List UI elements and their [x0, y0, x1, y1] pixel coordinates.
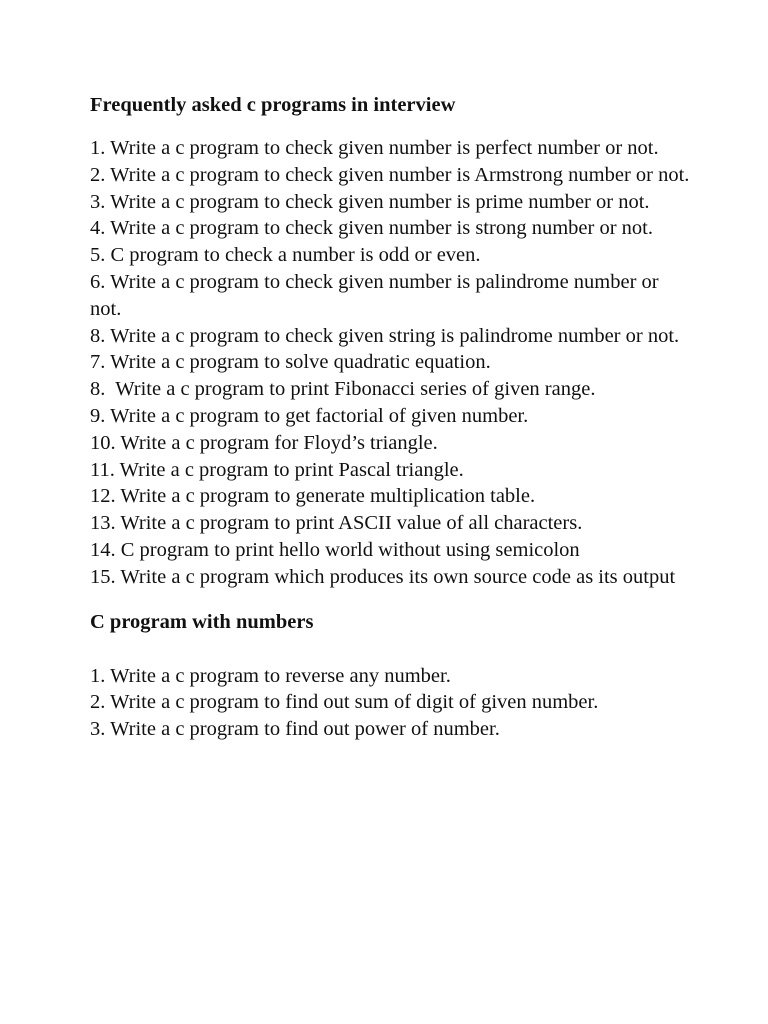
list-item: 5. C program to check a number is odd or even.: [90, 244, 481, 267]
section-heading-interview: Frequently asked c programs in interview: [90, 94, 456, 116]
list-item: 10. Write a c program for Floyd’s triangle.: [90, 431, 438, 454]
list-item: 3. Write a c program to check given number is prime number or not.: [90, 190, 650, 213]
list-item: 13. Write a c program to print ASCII value of all characters.: [90, 512, 583, 535]
list-item: 7. Write a c program to solve quadratic equation.: [90, 351, 491, 374]
list-item: 14. C program to print hello world without using semicolon: [90, 538, 580, 561]
document-page: [90, 92, 690, 743]
interview-question-list: [90, 135, 690, 591]
section-heading-numbers: C program with numbers: [90, 610, 314, 633]
list-item: 1. Write a c program to check given number is perfect number or not.: [90, 137, 659, 159]
list-item: 11. Write a c program to print Pascal triangle.: [90, 458, 464, 481]
list-item: 1. Write a c program to reverse any number.: [90, 664, 451, 687]
list-item: 4. Write a c program to check given number is strong number or not.: [90, 217, 653, 240]
list-item: 2. Write a c program to find out sum of digit of given number.: [90, 691, 599, 714]
numbers-question-list: [90, 663, 690, 743]
list-item: 9. Write a c program to get factorial of given number.: [90, 404, 529, 427]
list-item: 8. Write a c program to print Fibonacci series of given range.: [90, 378, 596, 401]
list-item: 15. Write a c program which produces its own source code as its output: [90, 565, 676, 588]
list-item: 3. Write a c program to find out power of number.: [90, 718, 500, 741]
list-item: 8. Write a c program to check given string is palindrome number or not.: [90, 324, 680, 347]
list-item: 6. Write a c program to check given number is palindrome number or not.: [90, 270, 659, 320]
list-item: 2. Write a c program to check given number is Armstrong number or not.: [90, 163, 690, 186]
list-item: 12. Write a c program to generate multiplication table.: [90, 485, 536, 508]
